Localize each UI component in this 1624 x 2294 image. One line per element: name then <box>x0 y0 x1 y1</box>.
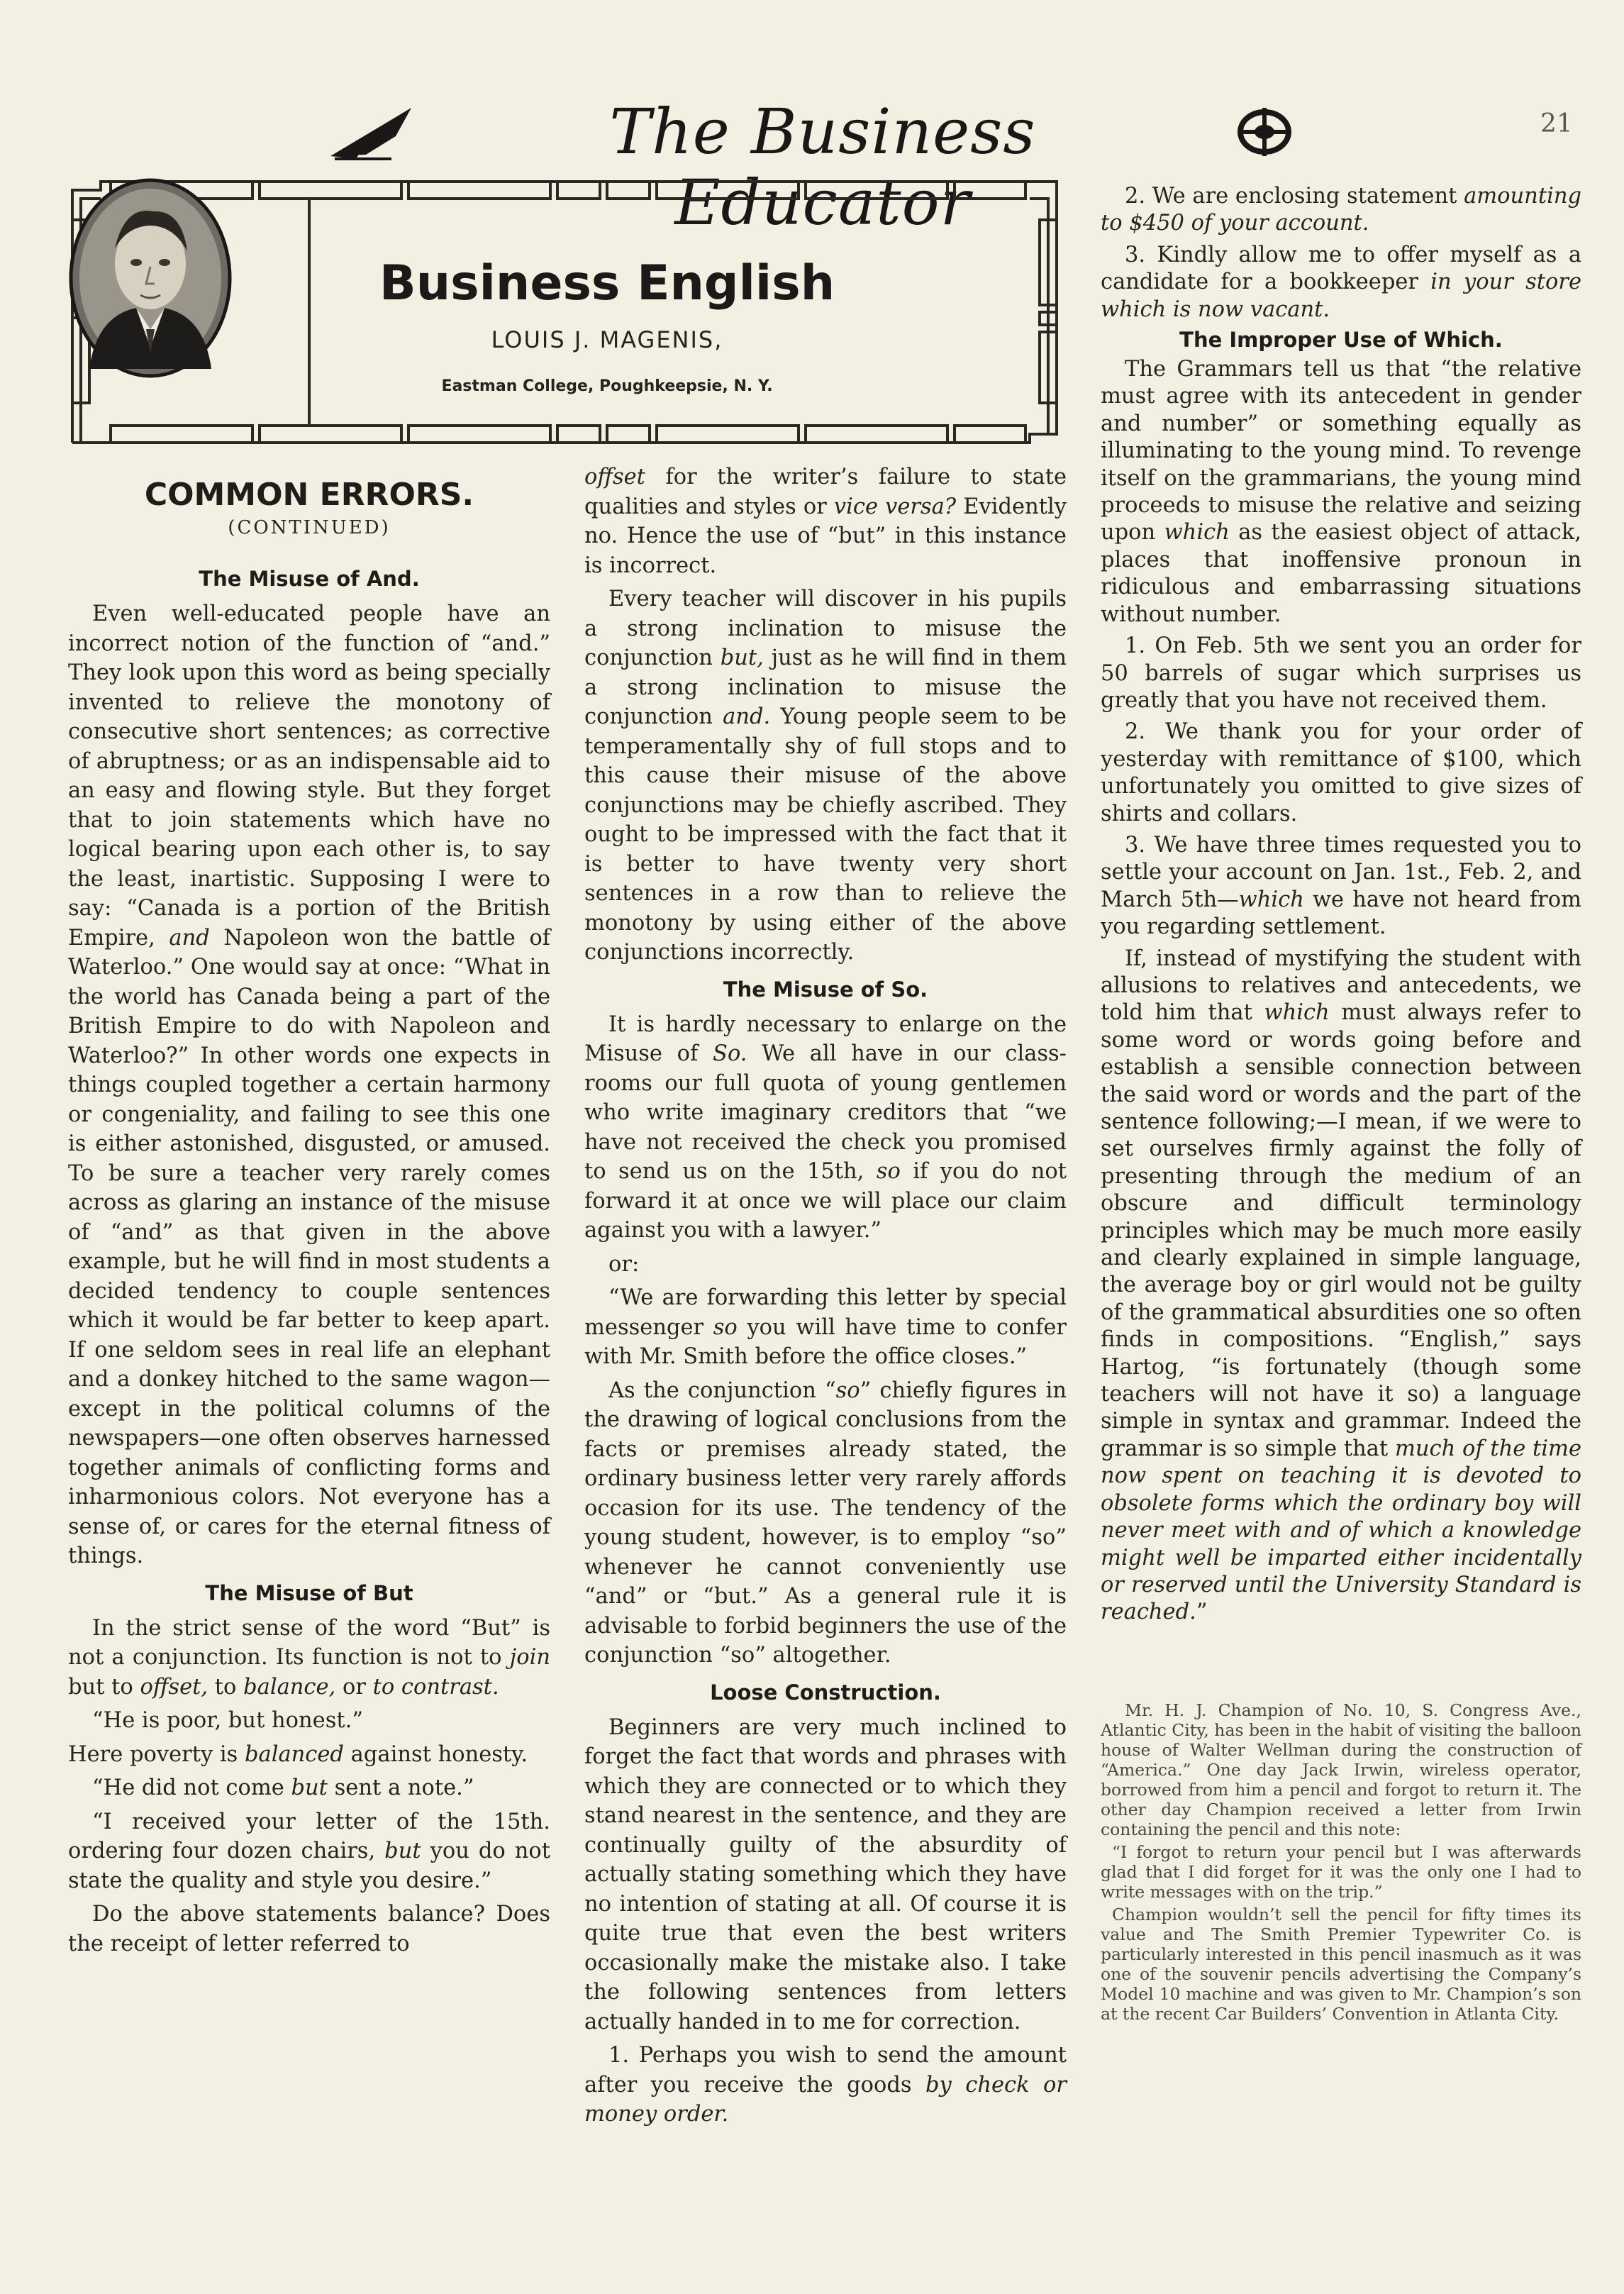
column-3 <box>1101 183 1581 2027</box>
article-heading: COMMON ERRORS. <box>144 477 474 513</box>
paragraph: Here poverty is balanced against honesty. <box>68 1741 528 1767</box>
section-title: Business English <box>379 255 835 311</box>
column-1 <box>68 477 550 1963</box>
example-item: 3. Kindly allow me to offer myself as a candidate for a bookkeeper in your store which is now vacant. <box>1101 242 1581 322</box>
quill-pen-icon <box>328 105 420 162</box>
paragraph: The Grammars tell us that “the relative must agree with its antecedent in gender and number” or something equally as illuminating to the young mind. To revenge itself on the grammarians, the young mind proceeds to misuse the relative and seizing upon which as the easiest object of attack, places that inoffensive pronoun in ridiculous and embarrassing situations without number. <box>1101 357 1582 627</box>
paragraph: As the conjunction “so” chiefly figures in the drawing of logical conclusions from the facts or premises already stated, the ordinary business letter very rarely affords occasion for its use. The tendency of the young student, however, is to employ “so” whenever he cannot conveniently use “and” or “but.” As a general rule it is advisable to forbid beginners the use of the conjunction “so” altogether. <box>584 1378 1067 1668</box>
paragraph: offset for the writer’s failure to state qualities and styles or vice versa? Evidently no. Hence the use of “but” in this instance is incorrect. <box>584 465 1067 578</box>
masthead-title: The Business Educator <box>609 95 1036 239</box>
section-heading-and: The Misuse of And. <box>199 567 420 591</box>
section-heading-loose: Loose Construction. <box>710 1680 941 1705</box>
author-school: Eastman College, Poughkeepsie, N. Y. <box>441 377 773 395</box>
author-portrait <box>68 177 233 379</box>
section-heading-so: The Misuse of So. <box>723 977 928 1002</box>
paragraph: It is hardly necessary to enlarge on the Misuse of So. We all have in our class-rooms our full quota of young gentlemen who write imaginary creditors that “we have not received the check you promised to send us on the 15th, so if you do not forward it at once we will place our claim against you with a lawyer.” <box>584 1012 1067 1243</box>
article-subheading: (CONTINUED) <box>228 517 391 538</box>
section-heading-which: The Improper Use of Which. <box>1179 328 1503 353</box>
column-header-box <box>68 177 1061 447</box>
quote: “He did not come but sent a note.” <box>92 1775 474 1800</box>
news-note <box>1101 1700 1581 2024</box>
example-item: 1. On Feb. 5th we sent you an order for 50 barrels of sugar which surprises us greatly that you have not received them. <box>1101 633 1581 713</box>
paragraph: In the strict sense of the word “But” is not a conjunction. Its function is not to join but to offset, to balance, or to contrast. <box>68 1615 551 1700</box>
column-2 <box>584 462 1067 2134</box>
paragraph: or: <box>608 1251 640 1277</box>
section-heading-but: The Misuse of But <box>205 1580 413 1605</box>
example-item: 1. Perhaps you wish to send the amount after you receive the goods by check or money order. <box>584 2043 1067 2127</box>
paragraph: Even well-educated people have an incorrect notion of the function of “and.” They look upon this word as being specially invented to relieve the monotony of consecutive short sentences; as corrective of abruptness; or as an indispensable aid to an easy and flowing style. But they forget that to join statements which have no logical bearing upon each other is, to say the least, inartistic. Supposing I were to say: “Canada is a portion of the British Empire, and Napoleon won the battle of Waterloo.” One would say at once: “What in the world has Canada being a part of the British Empire to do with Napoleon and Waterloo?” In other words one expects in things coupled together a certain harmony or congeniality, and failing to see this one is either astonished, disgusted, or amused. To be sure a teacher very rarely comes across as glaring an instance of the misuse of “and” as that given in the above example, but he will find in most students a decided tendency to couple sentences which it would be far better to keep apart. If one seldom sees in real life an elephant and a donkey hitched to the same wagon—except in the political columns of the newspapers—one often observes harnessed together animals of conflicting forms and inharmonious colors. Not everyone has a sense of, or cares for the eternal fitness of things. <box>68 602 550 1568</box>
ornament-icon <box>1233 104 1296 160</box>
note-paragraph: Champion wouldn’t sell the pencil for fifty times its value and The Smith Premier Typewriter Co. is particularly interested in this pencil inasmuch as it was one of the souvenir pencils advertising the Company’s Model 10 machine and was given to Mr. Champion’s son at the recent Car Builders’ Convention in Atlanta City. <box>1101 1904 1581 2024</box>
page-number: 21 <box>1540 109 1573 138</box>
quote: “I received your letter of the 15th. ordering four dozen chairs, but you do not state the quality and style you desire.” <box>68 1809 551 1893</box>
paragraph: If, instead of mystifying the student with allusions to relatives and antecedents, we told him that which must always refer to some word or words going before and establish a sensible connection between the said word or words and the part of the sentence following;—I mean, if we were to set ourselves firmly against the folly of presenting through the medium of an obscure and difficult terminology principles which may be much more easily and clearly explained in simple language, the average boy or girl would not be guilty of the grammatical absurdities one so often finds in compositions. “English,” says Hartog, “is fortunately (though some teachers will not have it so) a language simple in syntax and grammar. Indeed the grammar is so simple that much of the time now spent on teaching it is devoted to obsolete forms which the ordinary boy will never meet with and of which a knowledge might well be imparted either incidentally or reserved until the University Standard is reached.” <box>1101 946 1581 1625</box>
note-quote: “I forgot to return your pencil but I was afterwards glad that I did forget for it was the only one I had to write messages with on the trip.” <box>1101 1841 1581 1902</box>
quote: “He is poor, but honest.” <box>92 1708 363 1733</box>
example-item: 2. We thank you for your order of yesterday with remittance of $100, which unfortunately you omitted to give sizes of shirts and collars. <box>1101 719 1581 826</box>
note-paragraph: Mr. H. J. Champion of No. 10, S. Congress Ave., Atlantic City, has been in the habit of visiting the balloon house of Walter Wellman during the construction of “America.” One day Jack Irwin, wireless operator, borrowed from him a pencil and forgot to return it. The other day Champion received a letter from Irwin containing the pencil and this note: <box>1101 1700 1581 1839</box>
paragraph: Every teacher will discover in his pupils a strong inclination to misuse the conjunction but, just as he will find in them a strong inclination to misuse the conjunction and. Young people seem to be temperamentally shy of full stops and to this cause their misuse of the above conjunctions may be chiefly ascribed. They ought to be impressed with the fact that it is better to have twenty very short sentences in a row than to relieve the monotony by using either of the above conjunctions incorrectly. <box>584 587 1067 965</box>
paragraph: Beginners are very much inclined to forget the fact that words and phrases with which they are connected or to which they stand nearest in the sentence, and they are continually guilty of the absurdity of actually stating something which they have no intention of stating at all. Of course it is quite true that even the best writers occasionally make the mistake also. I take the following sentences from letters actually handed in to me for correction. <box>584 1714 1067 2034</box>
example-item: 3. We have three times requested you to settle your account on Jan. 1st., Feb. 2, and March 5th—which we have not heard from you regarding settlement. <box>1101 832 1581 940</box>
author-name: LOUIS J. MAGENIS, <box>491 326 723 353</box>
quote: “We are forwarding this letter by special messenger so you will have time to confer with Mr. Smith before the office closes.” <box>584 1285 1067 1369</box>
paragraph: Do the above statements balance? Does the receipt of letter referred to <box>68 1902 550 1956</box>
example-item: 2. We are enclosing statement amounting to $450 of your account. <box>1101 184 1581 236</box>
